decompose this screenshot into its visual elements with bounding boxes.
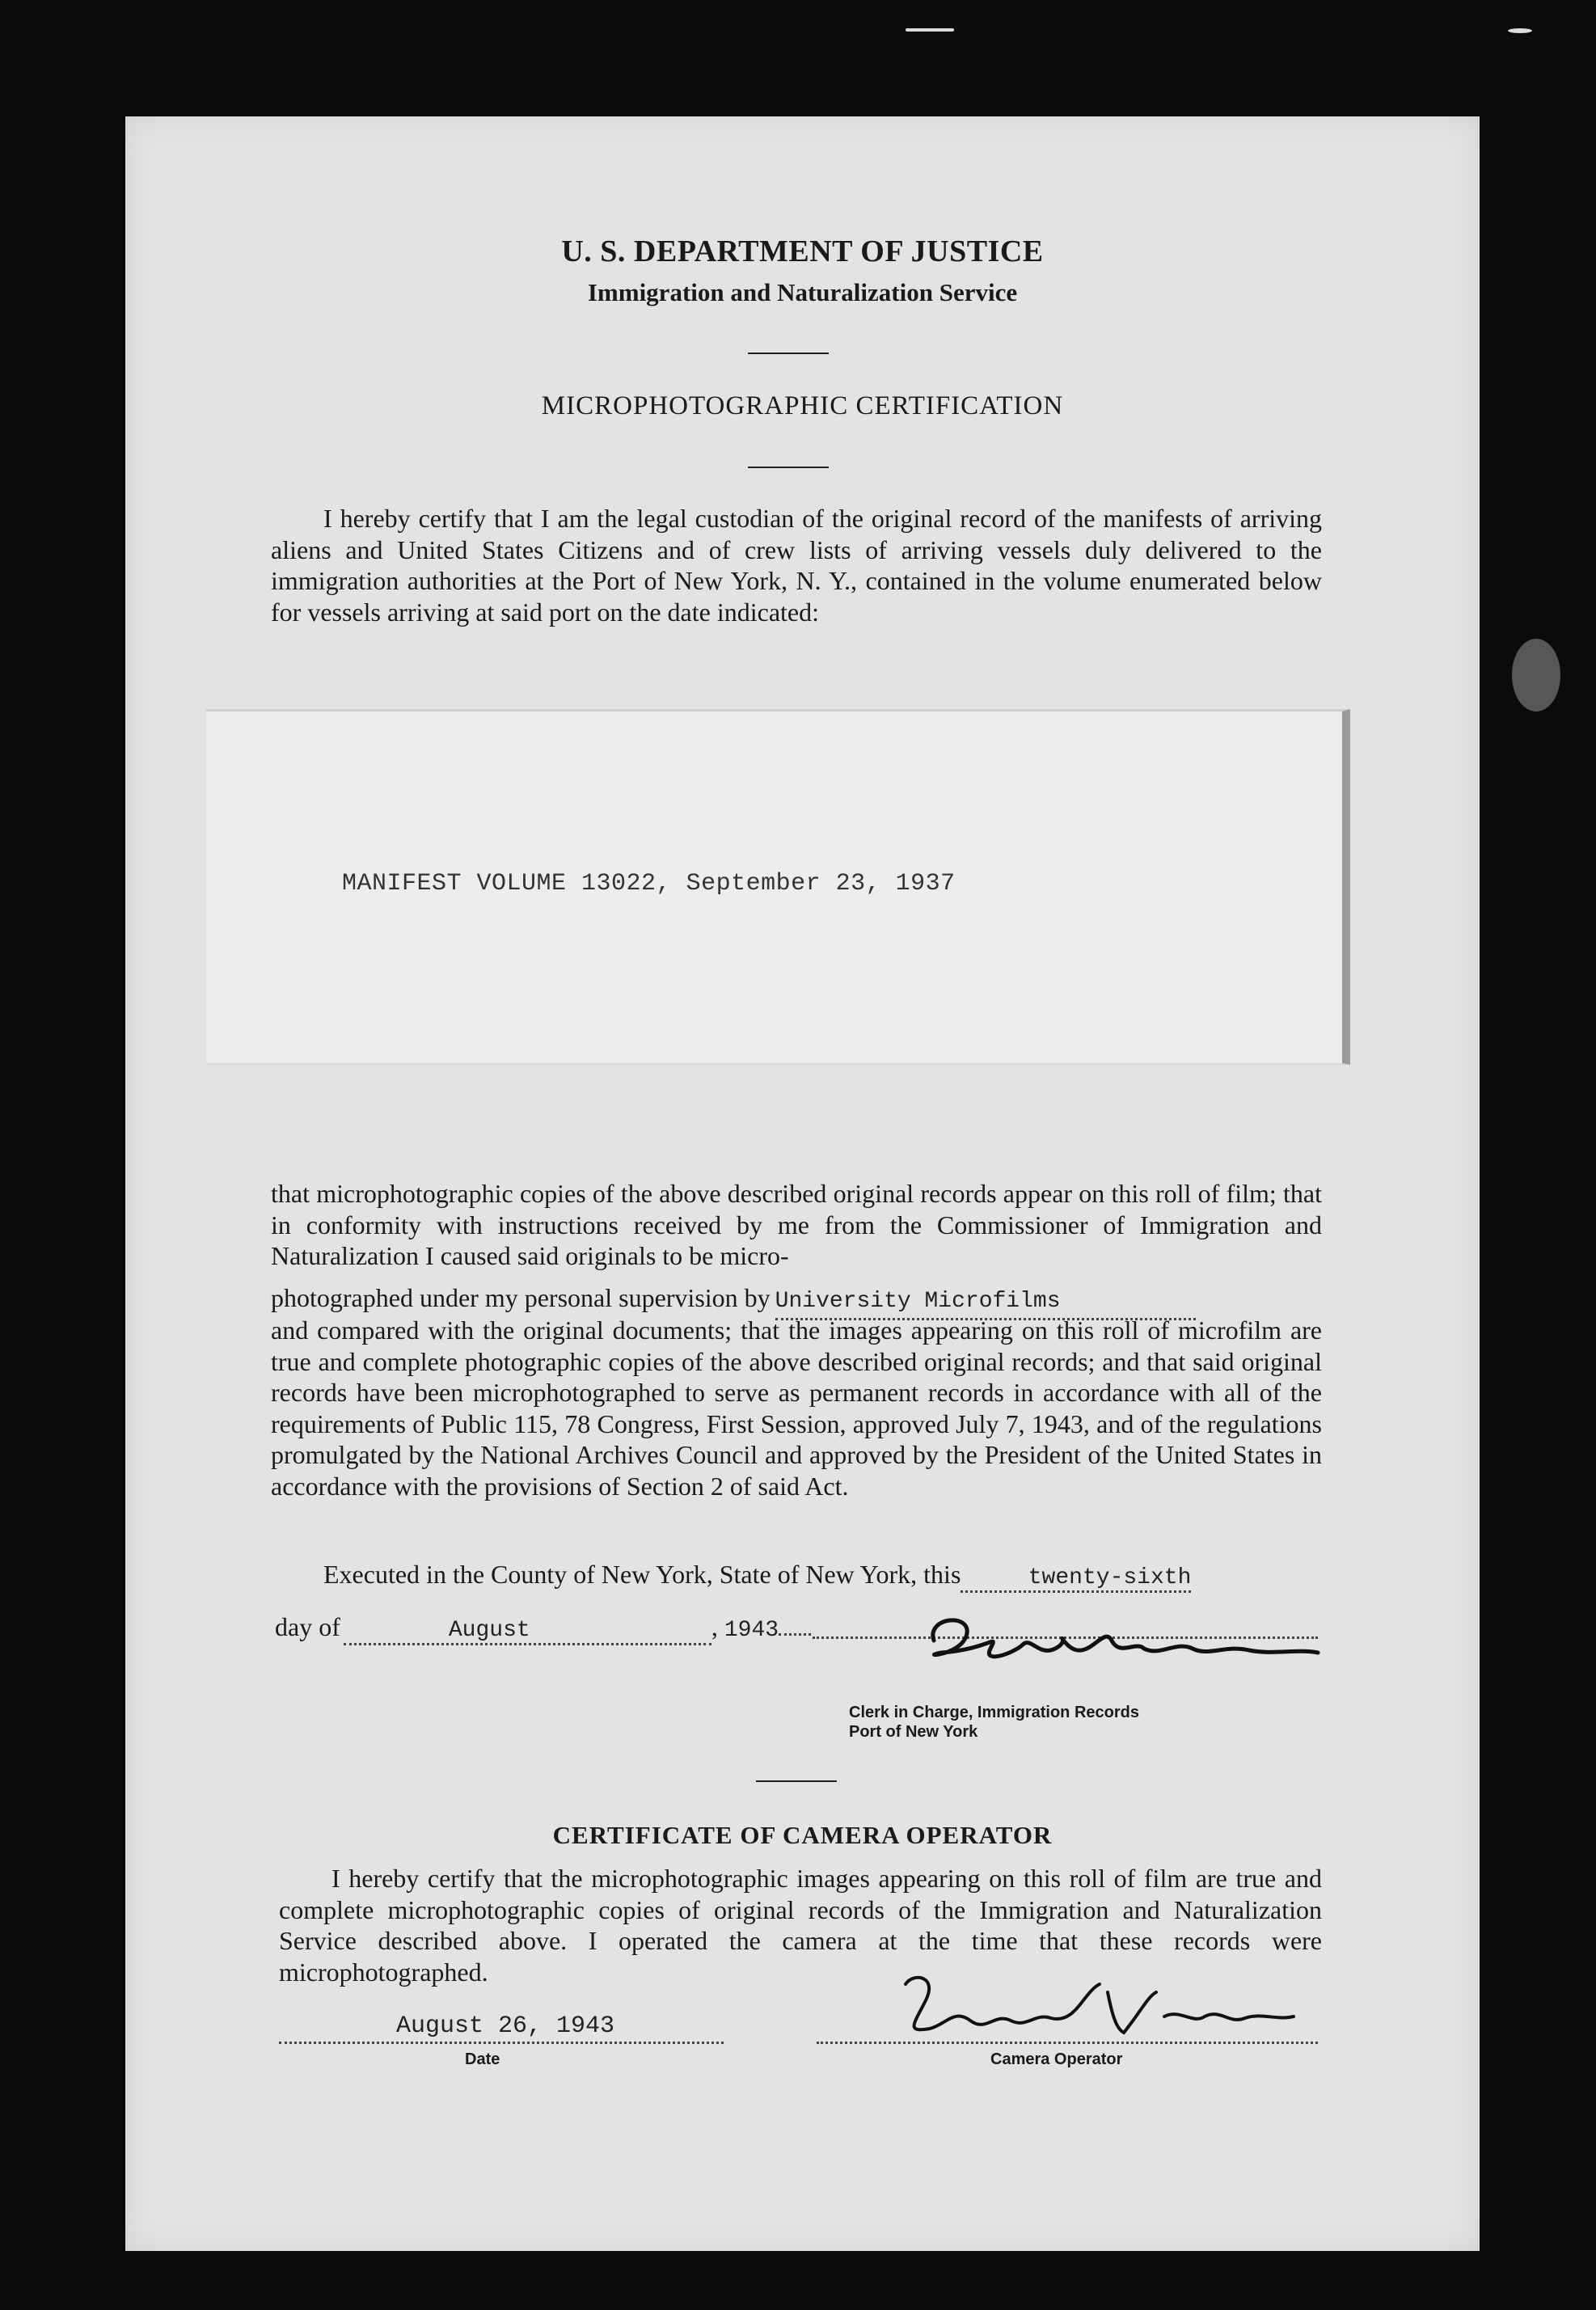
supervisor-value: University Microfilms xyxy=(775,1289,1061,1314)
year-value: 1943 xyxy=(724,1618,779,1643)
signer-title-2: Port of New York xyxy=(849,1723,978,1741)
supervision-prefix: photographed under my personal supervision by xyxy=(271,1283,771,1312)
camera-operator-label: Camera Operator xyxy=(990,2050,1123,2068)
manifest-volume-text: MANIFEST VOLUME 13022, September 23, 1937 xyxy=(342,870,956,897)
clerk-signature xyxy=(901,1608,1322,1689)
executed-line xyxy=(323,1560,1191,1593)
month-field xyxy=(344,1612,711,1645)
year-comma: , xyxy=(711,1612,724,1641)
divider xyxy=(756,1780,837,1782)
month-value: August xyxy=(448,1618,530,1643)
operator-signature xyxy=(881,1968,1302,2049)
certification-body-2: and compared with the original documents; that the images appearing on this roll of microfilm are true and complete photographic copies of the above described original records; and that said original records have been microphotographed to serve as permanent records in accordance with all of the requirements of Public 115, 78 Congress, First Session, approved July 7, 1943, and of the regulations promulgated by the National Archives Council and approved by the President of the United States in accordance with the provisions of Section 2 of said Act. xyxy=(271,1315,1322,1501)
certificate-page xyxy=(125,116,1480,2251)
executed-prefix: Executed in the County of New York, State of New York, this xyxy=(323,1560,961,1589)
film-speck xyxy=(1508,28,1532,33)
film-speck xyxy=(906,28,954,32)
year-trailing-dots xyxy=(779,1633,811,1636)
divider xyxy=(748,353,829,354)
date-label: Date xyxy=(465,2050,500,2068)
camera-certificate-text: I hereby certify that the microphotographic images appearing on this roll of film are true and complete microphotographic copies of original records of the Immigration and Naturalization Service described above. I operated the camera at the time that these records were microphotographed. xyxy=(279,1864,1322,1987)
service-subheading: Immigration and Naturalization Service xyxy=(587,278,1018,306)
certification-body-1: that microphotographic copies of the above described original records appear on this roll of film; that in conformity with instructions received by me from the Commissioner of Immigration and Naturalization I caused said originals to be micro- xyxy=(271,1179,1322,1270)
page-title: MICROPHOTOGRAPHIC CERTIFICATION xyxy=(541,391,1064,420)
camera-certificate-title: CERTIFICATE OF CAMERA OPERATOR xyxy=(552,1821,1053,1849)
day-of-line xyxy=(275,1612,811,1645)
date-value: August 26, 1943 xyxy=(396,2012,615,2040)
certification-intro: I hereby certify that I am the legal custodian of the original record of the manifests of arriving aliens and United States Citizens and of crew lists of arriving vessels duly delivered to the immigration authorities at the Port of New York, N. Y., contained in the volume enumerated below for vessels arriving at said port on the date indicated: xyxy=(271,504,1322,627)
signer-title-1: Clerk in Charge, Immigration Records xyxy=(849,1704,1139,1721)
department-heading: U. S. DEPARTMENT OF JUSTICE xyxy=(561,234,1044,268)
executed-day-field xyxy=(961,1560,1191,1593)
executed-day-value: twenty-sixth xyxy=(1028,1565,1192,1590)
divider xyxy=(748,467,829,468)
film-speck xyxy=(1512,639,1560,712)
day-of-label: day of xyxy=(275,1612,340,1641)
date-field xyxy=(279,2012,724,2045)
